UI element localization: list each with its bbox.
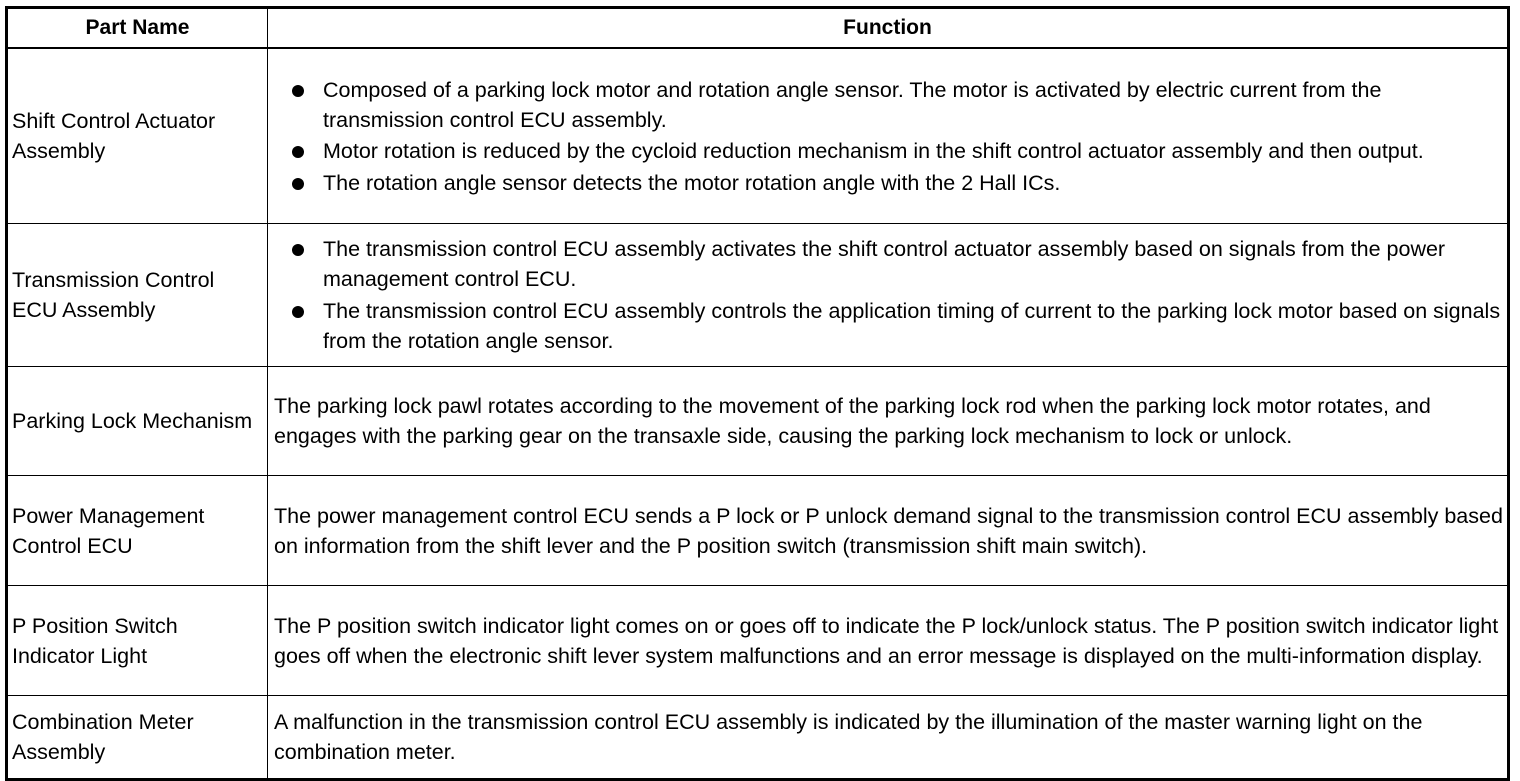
function-bullet-list (274, 234, 1503, 356)
function-cell: A malfunction in the transmission control ECU assembly is indicated by the illumination of the master warning light on the combination meter. (268, 696, 1509, 780)
part-name-cell: Parking Lock Mechanism (7, 367, 268, 476)
table-row (7, 224, 1509, 367)
bullet-icon (292, 146, 304, 158)
bullet-icon (292, 85, 304, 97)
part-name-cell: Transmission Control ECU Assembly (7, 224, 268, 367)
function-bullet-text: Composed of a parking lock motor and rotation angle sensor. The motor is activated by electric current from the transmission control ECU assembly. (323, 77, 1382, 132)
part-name-cell: Power Management Control ECU (7, 476, 268, 586)
function-cell (268, 48, 1509, 224)
function-bullet-item (274, 168, 1503, 198)
part-name-cell: Shift Control Actuator Assembly (7, 48, 268, 224)
function-cell: The power management control ECU sends a P lock or P unlock demand signal to the transmission control ECU assembly based on information from the shift lever and the P position switch (transmission shift main switch). (268, 476, 1509, 586)
function-bullet-text: The transmission control ECU assembly activates the shift control actuator assembly based on signals from the power management control ECU. (323, 237, 1446, 292)
table-row (7, 48, 1509, 224)
part-name-cell: Combination Meter Assembly (7, 696, 268, 780)
function-cell: The P position switch indicator light comes on or goes off to indicate the P lock/unlock status. The P position switch indicator light goes off when the electronic shift lever system malfunctions and an error message is displayed on the multi-information display. (268, 586, 1509, 696)
function-cell: The parking lock pawl rotates according to the movement of the parking lock rod when the parking lock motor rotates, and engages with the parking gear on the transaxle side, causing the parking lock mechanism to lock or unlock. (268, 367, 1509, 476)
table-row (7, 586, 1509, 696)
function-bullet-text: Motor rotation is reduced by the cycloid reduction mechanism in the shift control actuator assembly and then output. (323, 139, 1424, 163)
bullet-icon (292, 244, 304, 256)
function-cell (268, 224, 1509, 367)
table-row (7, 367, 1509, 476)
bullet-icon (292, 306, 304, 318)
function-bullet-text: The transmission control ECU assembly controls the application timing of current to the parking lock motor based on signals from the rotation angle sensor. (323, 298, 1501, 353)
function-bullet-list (274, 75, 1503, 198)
header-function: Function (268, 8, 1509, 49)
function-bullet-item (274, 75, 1503, 135)
header-row (7, 8, 1509, 49)
function-bullet-text: The rotation angle sensor detects the motor rotation angle with the 2 Hall ICs. (323, 170, 1061, 195)
function-bullet-item (274, 296, 1503, 356)
header-part-name: Part Name (7, 8, 268, 49)
part-name-cell: P Position Switch Indicator Light (7, 586, 268, 696)
function-bullet-item (274, 136, 1503, 166)
parts-function-table (5, 6, 1510, 781)
function-bullet-item (274, 234, 1503, 294)
bullet-icon (292, 178, 304, 190)
parts-function-table-container (5, 6, 1507, 781)
table-row (7, 476, 1509, 586)
